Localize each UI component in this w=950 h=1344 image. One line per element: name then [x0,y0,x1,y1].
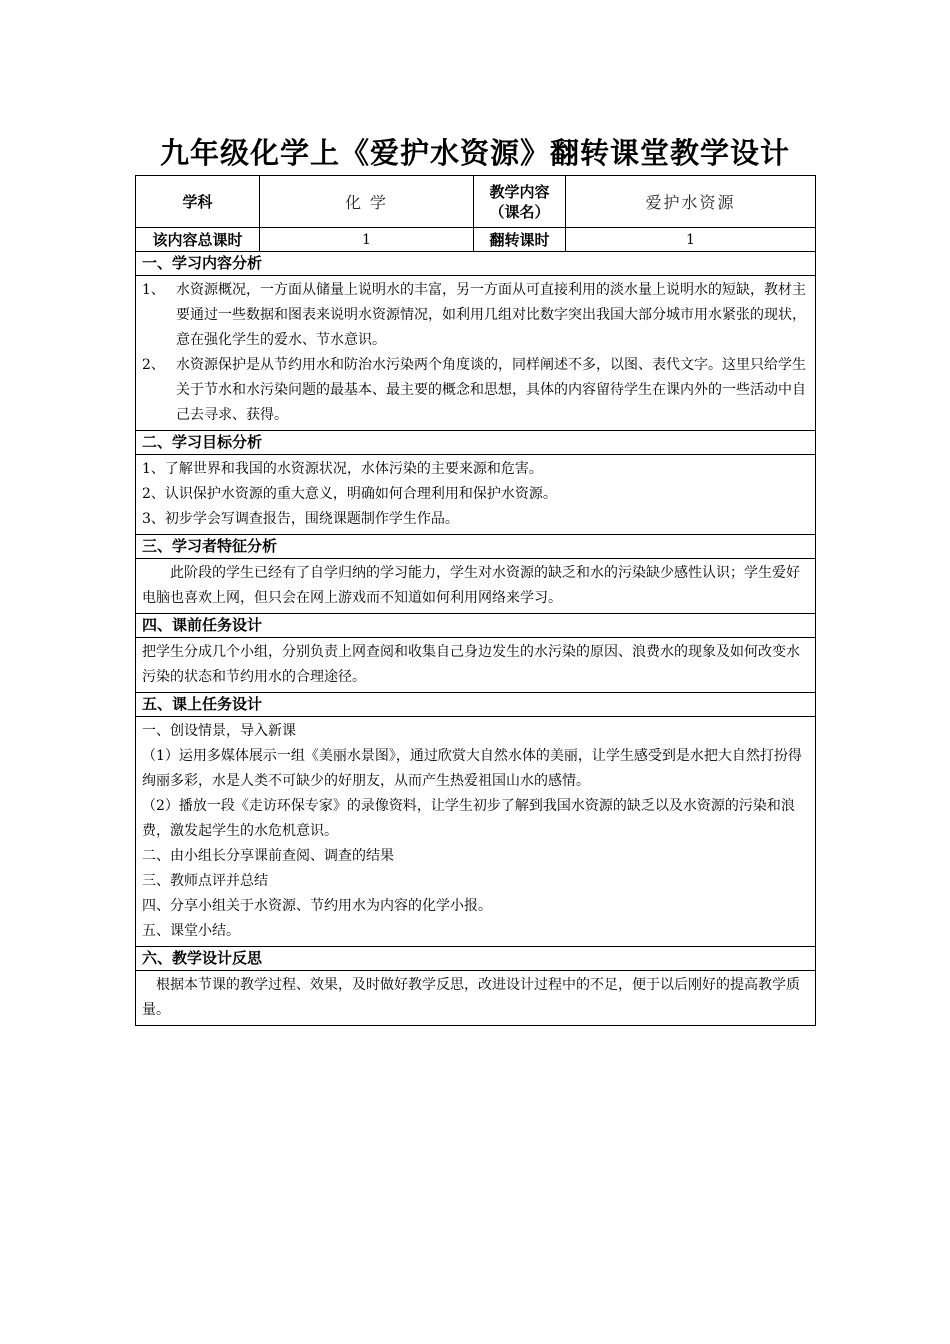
section-body-row [136,638,816,693]
section-1-body [136,276,816,431]
section-3-body [136,559,816,614]
content-label [474,176,566,228]
total-hours-value: 1 [260,228,474,252]
section-body-row [136,971,816,1026]
item-number: 2、 [142,357,165,373]
section-3-heading: 三、学习者特征分析 [136,535,816,559]
section-heading-row [136,431,816,455]
item-text: 水资源概况，一方面从储量上说明水的丰富，另一方面从可直接利用的淡水量上说明水的短缺，教材主要通过一些数据和图表来说明水资源情况，如利用几组对比数字突出我国大部分城市用水紧张的现状，意在强化学生的爱水、节水意识。 [176,282,806,348]
section-4-body [136,638,816,693]
content-value: 爱护水资源 [566,176,816,228]
section-body-row [136,559,816,614]
in-class-step: 一、创设情景，导入新课 [142,723,296,739]
pre-class-task-text: 把学生分成几个小组，分别负责上网查阅和收集自己身边发生的水污染的原因、浪费水的现象及如何改变水污染的状态和节约用水的合理途径。 [142,644,800,685]
section-body-row [136,717,816,947]
content-label-line2: （课名） [489,202,550,221]
section-heading-row [136,947,816,971]
subject-value: 化 学 [260,176,474,228]
header-row-hours [136,228,816,252]
in-class-step: 二、由小组长分享课前查阅、调查的结果 [142,848,394,864]
flip-hours-value: 1 [566,228,816,252]
section-heading-row [136,693,816,717]
objective-line: 3、初步学会写调查报告，围绕课题制作学生作品。 [142,511,459,527]
section-body-row [136,276,816,431]
in-class-step: 五、课堂小结。 [142,923,240,939]
section-6-heading: 六、教学设计反思 [136,947,816,971]
in-class-step: 四、分享小组关于水资源、节约用水为内容的化学小报。 [142,898,492,914]
subject-label: 学科 [136,176,260,228]
content-label-line1: 教学内容 [489,182,550,201]
section-heading-row [136,535,816,559]
content-item [142,353,809,428]
section-5-body [136,717,816,947]
section-heading-row [136,252,816,276]
section-5-heading: 五、课上任务设计 [136,693,816,717]
reflection-text: 根据本节课的教学过程、效果，及时做好教学反思，改进设计过程中的不足，便于以后刚好的提高教学质量。 [142,977,800,1018]
content-item [142,278,809,353]
objective-line: 2、认识保护水资源的重大意义，明确如何合理利用和保护水资源。 [142,486,557,502]
section-2-heading: 二、学习目标分析 [136,431,816,455]
item-number: 1、 [142,282,165,298]
item-text: 水资源保护是从节约用水和防治水污染两个角度谈的，同样阐述不多，以图、表代文字。这里只给学生关于节水和水污染问题的最基本、最主要的概念和思想，具体的内容留待学生在课内外的一些活动中自己去寻求、获得。 [176,357,806,423]
in-class-step: （1）运用多媒体展示一组《美丽水景图》，通过欣赏大自然水体的美丽，让学生感受到是水把大自然打扮得绚丽多彩，水是人类不可缺少的好朋友，从而产生热爱祖国山水的感情。 [142,748,802,789]
section-heading-row [136,614,816,638]
section-2-body [136,455,816,535]
section-1-heading: 一、学习内容分析 [136,252,816,276]
section-4-heading: 四、课前任务设计 [136,614,816,638]
header-row-subject [136,176,816,228]
total-hours-label: 该内容总课时 [136,228,260,252]
section-body-row [136,455,816,535]
objective-line: 1、了解世界和我国的水资源状况，水体污染的主要来源和危害。 [142,461,543,477]
in-class-step: （2）播放一段《走访环保专家》的录像资料，让学生初步了解到我国水资源的缺乏以及水资源的污染和浪费，激发起学生的水危机意识。 [142,798,795,839]
section-6-body [136,971,816,1026]
learner-analysis-text: 此阶段的学生已经有了自学归纳的学习能力，学生对水资源的缺乏和水的污染缺少感性认识；学生爱好电脑也喜欢上网，但只会在网上游戏而不知道如何利用网络来学习。 [142,565,800,606]
document-title: 九年级化学上《爱护水资源》翻转课堂教学设计 [159,136,790,170]
lesson-plan-table [135,175,816,1026]
in-class-step: 三、教师点评并总结 [142,873,268,889]
flip-hours-label: 翻转课时 [474,228,566,252]
